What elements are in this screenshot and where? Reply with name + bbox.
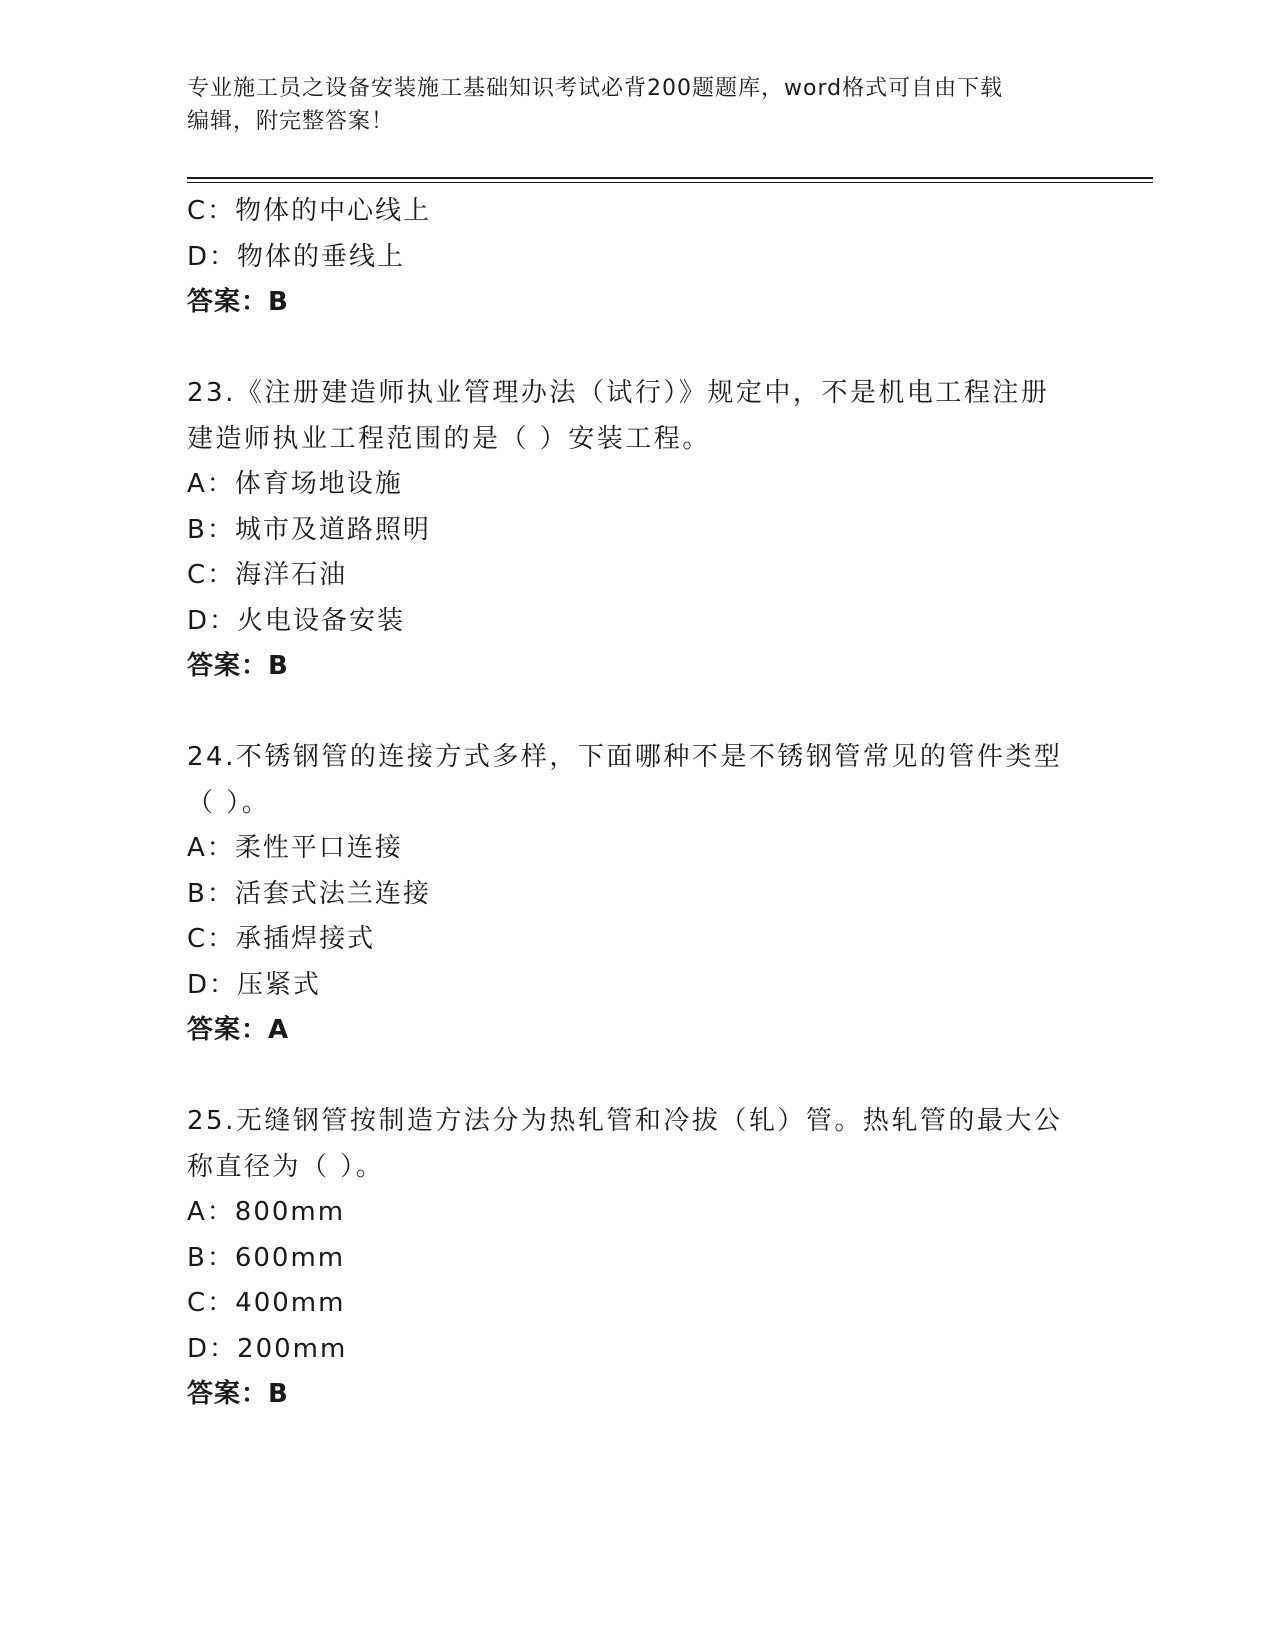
- question-25: [187, 1099, 1087, 1418]
- header-rule-thick: [187, 177, 1153, 179]
- answer-line: 答案：B: [187, 287, 289, 317]
- option-a: A：800mm: [187, 1197, 346, 1227]
- option-b: B：城市及道路照明: [187, 514, 431, 545]
- previous-question-tail: [187, 189, 1087, 326]
- question-text-line-2: 建造师执业工程范围的是（ ）安装工程。: [187, 423, 711, 454]
- option-c: C：400mm: [187, 1288, 346, 1318]
- option-a: A：柔性平口连接: [187, 833, 403, 863]
- document-header: [187, 72, 1087, 138]
- option-c: C：物体的中心线上: [187, 196, 432, 226]
- answer-line: 答案：B: [187, 651, 289, 681]
- question-text-line-1: 24.不锈钢管的连接方式多样，下面哪种不是不锈钢管常见的管件类型: [187, 742, 1063, 772]
- question-23: [187, 371, 1087, 690]
- question-content: [187, 189, 1087, 1418]
- header-rule-thin: [187, 182, 1153, 183]
- answer-line: 答案：A: [187, 1015, 290, 1045]
- option-b: B：600mm: [187, 1242, 346, 1273]
- answer-line: 答案：B: [187, 1379, 289, 1409]
- option-a: A：体育场地设施: [187, 469, 403, 499]
- header-line-1: 专业施工员之设备安装施工基础知识考试必背200题题库，word格式可自由下载: [187, 76, 1004, 101]
- option-c: C：承插焊接式: [187, 924, 376, 954]
- question-text-line-1: 25.无缝钢管按制造方法分为热轧管和冷拔（轧）管。热轧管的最大公: [187, 1106, 1063, 1136]
- question-text-line-2: 称直径为（ ）。: [187, 1151, 385, 1182]
- question-text-line-2: （ ）。: [187, 787, 271, 818]
- option-d: D：物体的垂线上: [187, 241, 406, 272]
- option-d: D：压紧式: [187, 969, 322, 1000]
- question-text-line-1: 23.《注册建造师执业管理办法（试行）》规定中，不是机电工程注册: [187, 378, 1050, 408]
- option-d: D：200mm: [187, 1333, 348, 1364]
- option-b: B：活套式法兰连接: [187, 878, 431, 909]
- question-24: [187, 735, 1087, 1054]
- option-d: D：火电设备安装: [187, 605, 406, 636]
- option-c: C：海洋石油: [187, 560, 348, 590]
- header-line-2: 编辑，附完整答案！: [187, 109, 395, 134]
